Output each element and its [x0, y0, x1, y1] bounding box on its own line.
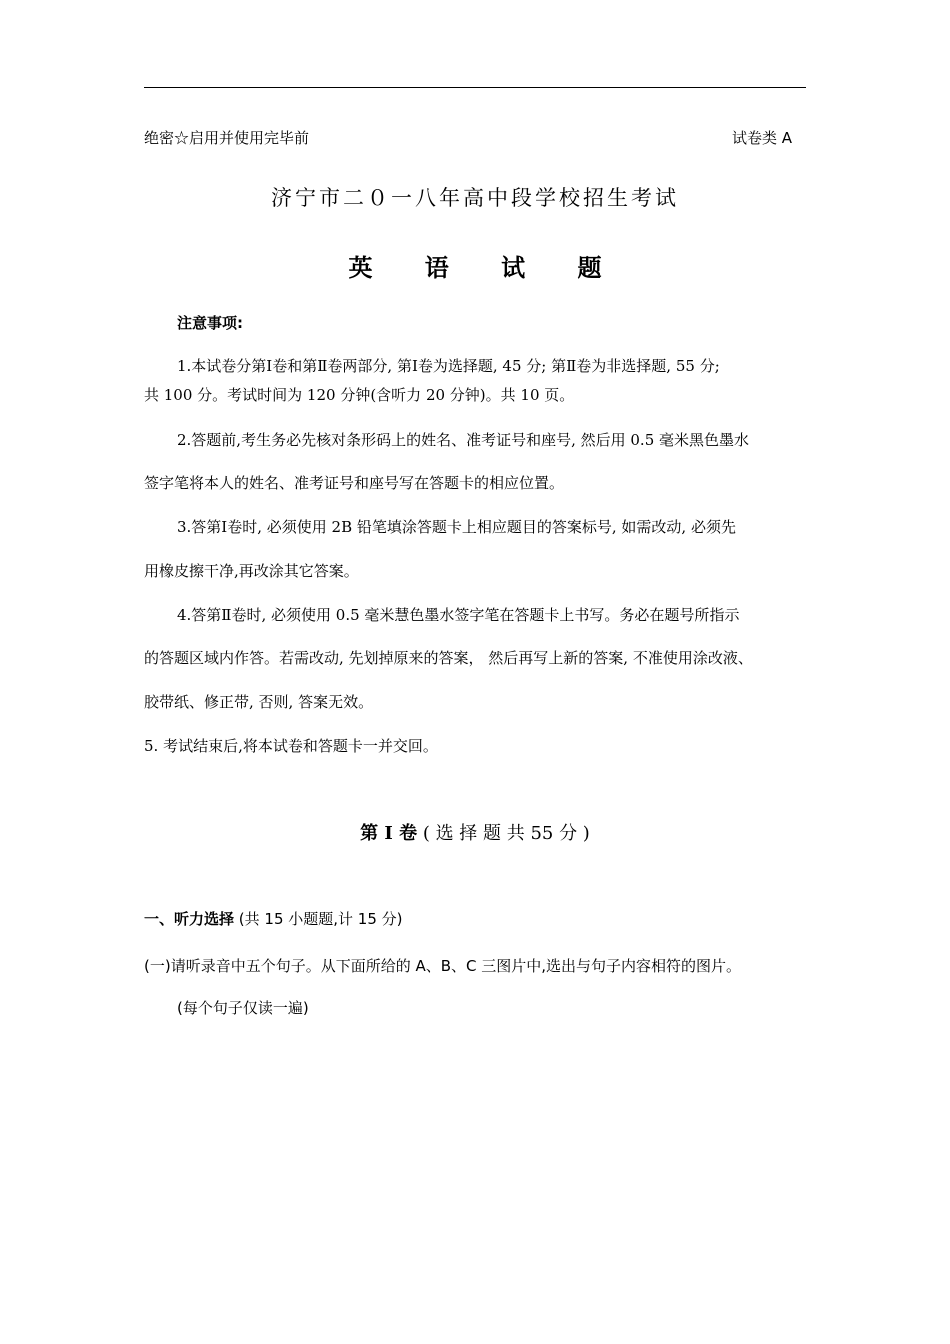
section-title: 第 Ⅰ 卷 [360, 823, 418, 844]
paper-type-label: 试卷类 A [732, 129, 793, 147]
exam-title: 济宁市二０一八年高中段学校招生考试 [271, 186, 679, 210]
notice-line: 1.本试卷分第Ⅰ卷和第Ⅱ卷两部分, 第Ⅰ卷为选择题, 45 分; 第Ⅱ卷为非选择题, 55 分; [177, 357, 720, 375]
subject-title: 英 语 试 题 [348, 253, 624, 282]
section-heading [0, 819, 950, 845]
top-rule [144, 87, 806, 88]
part-title: 一、听力选择 [144, 910, 235, 928]
confidential-label: 绝密☆启用并使用完毕前 [144, 129, 310, 147]
listening-instruction: (一)请听录音中五个句子。从下面所给的 A、B、C 三图片中,选出与句子内容相符的图片。 [144, 957, 742, 975]
notice-line: 4.答第Ⅱ卷时, 必须使用 0.5 毫米慧色墨水签字笔在答题卡上书写。务必在题号所指示 [177, 606, 740, 624]
notice-line: 共 100 分。考试时间为 120 分钟(含听力 20 分钟)。共 10 页。 [144, 386, 575, 404]
notice-line: 签字笔将本人的姓名、准考证号和座号写在答题卡的相应位置。 [144, 474, 565, 492]
notice-line: 3.答第Ⅰ卷时, 必须使用 2B 铅笔填涂答题卡上相应题目的答案标号, 如需改动, 必须先 [177, 518, 736, 536]
notice-line: 用橡皮擦干净,再改涂其它答案。 [144, 562, 359, 580]
part-heading [144, 908, 403, 929]
notice-line: 2.答题前,考生务必先核对条形码上的姓名、准考证号和座号, 然后用 0.5 毫米黑色墨水 [177, 431, 750, 449]
notice-line: 胶带纸、修正带, 否则, 答案无效。 [144, 693, 374, 711]
section-detail: ( 选 择 题 共 55 分 ) [422, 823, 590, 844]
notice-line: 的答题区域内作答。若需改动, 先划掉原来的答案， 然后再写上新的答案, 不准使用涂改液、 [144, 649, 753, 667]
listening-note: (每个句子仅读一遍) [177, 999, 309, 1017]
part-detail: (共 15 小题题,计 15 分) [234, 910, 403, 928]
notice-line: 5. 考试结束后,将本试卷和答题卡一并交回。 [144, 737, 438, 755]
notice-heading: 注意事项: [177, 314, 243, 332]
